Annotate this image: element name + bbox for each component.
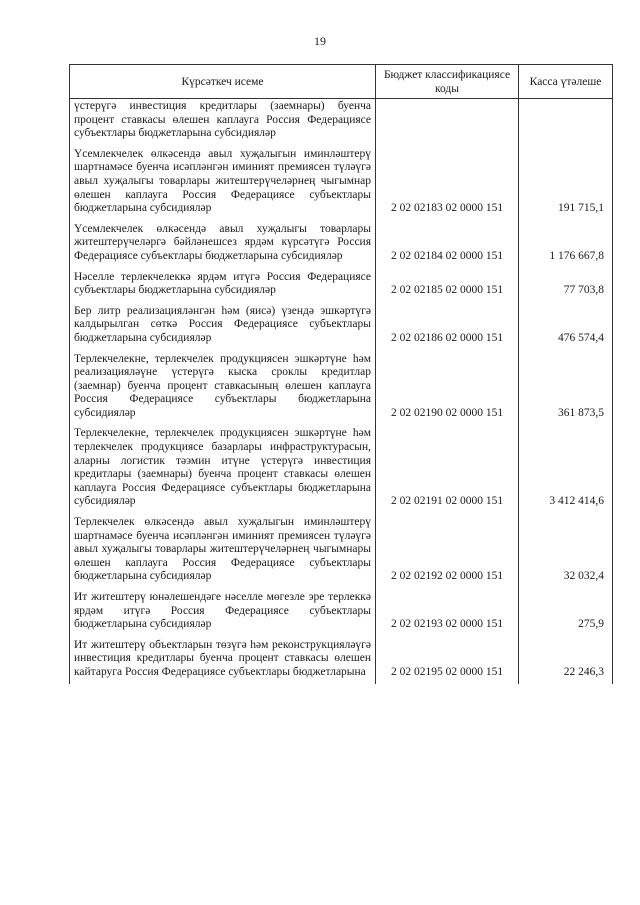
row-amount: 1 176 667,8 bbox=[519, 220, 613, 268]
row-name: Терлекчелек өлкәсендә авыл хуҗалыгын иминләштерү шартнамәсе буенча исәпләнгән иминият премиясен түләүгә авыл хуҗалыгы товарлары житештерүчеләрнең чыгымнары өлешен каплауга Россия Федерациясе субъектлары бюджетларына субсидияләр bbox=[70, 513, 376, 588]
row-name: Терлекчелекне, терлекчелек продукциясен эшкәртүне һәм реализацияләүне үстерүгә кыска сроклы кредитлар (заемнар) буенча процент ставкасының өлешен каплауга Россия Федерациясе субъектлары бюджетларына субсидияләр bbox=[70, 350, 376, 425]
row-name: Бер литр реализацияләнгән һәм (яисә) үзендә эшкәртүгә калдырылган сөткә Россия Федерациясе субъектлары бюджетларына субсидияләр bbox=[70, 302, 376, 350]
row-name: Ит житештерү юнәлешендәге нәселле мөгезле эре терлеккә ярдәм итүгә Россия Федерациясе субъектлары бюджетларына субсидияләр bbox=[70, 588, 376, 636]
header-code: Бюджет классификациясе коды bbox=[376, 65, 519, 99]
table-row bbox=[70, 424, 613, 513]
row-amount: 361 873,5 bbox=[519, 350, 613, 425]
header-amount: Касса үтәлеше bbox=[519, 65, 613, 99]
row-code: 2 02 02191 02 0000 151 bbox=[376, 424, 519, 513]
row-amount: 22 246,3 bbox=[519, 636, 613, 684]
row-name: Нәселле терлекчелеккә ярдәм итүгә Россия Федерациясе субъектлары бюджетларына субсидияләр bbox=[70, 268, 376, 302]
table-row bbox=[70, 220, 613, 268]
row-code bbox=[376, 99, 519, 145]
row-code: 2 02 02184 02 0000 151 bbox=[376, 220, 519, 268]
row-amount: 32 032,4 bbox=[519, 513, 613, 588]
row-amount: 275,9 bbox=[519, 588, 613, 636]
row-name: Үсемлекчелек өлкәсендә авыл хуҗалыгы товарлары житештерүчеләргә бәйләнешсез ярдәм күрсәтүгә Россия Федерациясе субъектлары бюджетларына субсидияләр bbox=[70, 220, 376, 268]
row-name: Терлекчелекне, терлекчелек продукциясен эшкәртүне һәм терлекчелек продукциясе базарлары инфраструктурасын, аларны логистик тәэмин итүне үстерүгә инвестиция кредитлары (заемнары) буенча процент ставкасы өлешен каплауга Россия Федерациясе субъектлары бюджетларына субсидияләр bbox=[70, 424, 376, 513]
row-amount bbox=[519, 99, 613, 145]
row-code: 2 02 02185 02 0000 151 bbox=[376, 268, 519, 302]
row-name: үстерүгә инвестиция кредитлары (заемнары) буенча процент ставкасы өлешен каплауга Россия Федерациясе субъектлары бюджетларына субсидияләр bbox=[70, 99, 376, 145]
row-amount: 3 412 414,6 bbox=[519, 424, 613, 513]
table-row bbox=[70, 350, 613, 425]
row-code: 2 02 02190 02 0000 151 bbox=[376, 350, 519, 425]
row-code: 2 02 02186 02 0000 151 bbox=[376, 302, 519, 350]
table-row bbox=[70, 636, 613, 684]
row-amount: 77 703,8 bbox=[519, 268, 613, 302]
table-row bbox=[70, 513, 613, 588]
table-row bbox=[70, 99, 613, 145]
page-number: 19 bbox=[314, 34, 326, 48]
row-name: Үсемлекчелек өлкәсендә авыл хуҗалыгын иминләштерү шартнамәсе буенча исәпләнгән иминият премиясен түләүгә авыл хуҗалыгы товарлары житештерүчеләрнең чыгымнар өлешен каплауга Россия Федерациясе субъектлары бюджетларына субсидияләр bbox=[70, 145, 376, 220]
row-code: 2 02 02192 02 0000 151 bbox=[376, 513, 519, 588]
budget-table bbox=[69, 64, 613, 684]
table-row bbox=[70, 302, 613, 350]
row-name: Ит житештерү объектларын төзүгә һәм реконструкцияләүгә инвестиция кредитлары буенча процент ставкасы өлешен кайтаруга Россия Федерациясе субъектлары бюджетларына bbox=[70, 636, 376, 684]
row-code: 2 02 02195 02 0000 151 bbox=[376, 636, 519, 684]
table-header-row bbox=[70, 65, 613, 99]
header-name: Күрсәткеч исеме bbox=[70, 65, 376, 99]
row-amount: 476 574,4 bbox=[519, 302, 613, 350]
row-code: 2 02 02193 02 0000 151 bbox=[376, 588, 519, 636]
table-row bbox=[70, 588, 613, 636]
row-code: 2 02 02183 02 0000 151 bbox=[376, 145, 519, 220]
table-row bbox=[70, 268, 613, 302]
row-amount: 191 715,1 bbox=[519, 145, 613, 220]
table-row bbox=[70, 145, 613, 220]
